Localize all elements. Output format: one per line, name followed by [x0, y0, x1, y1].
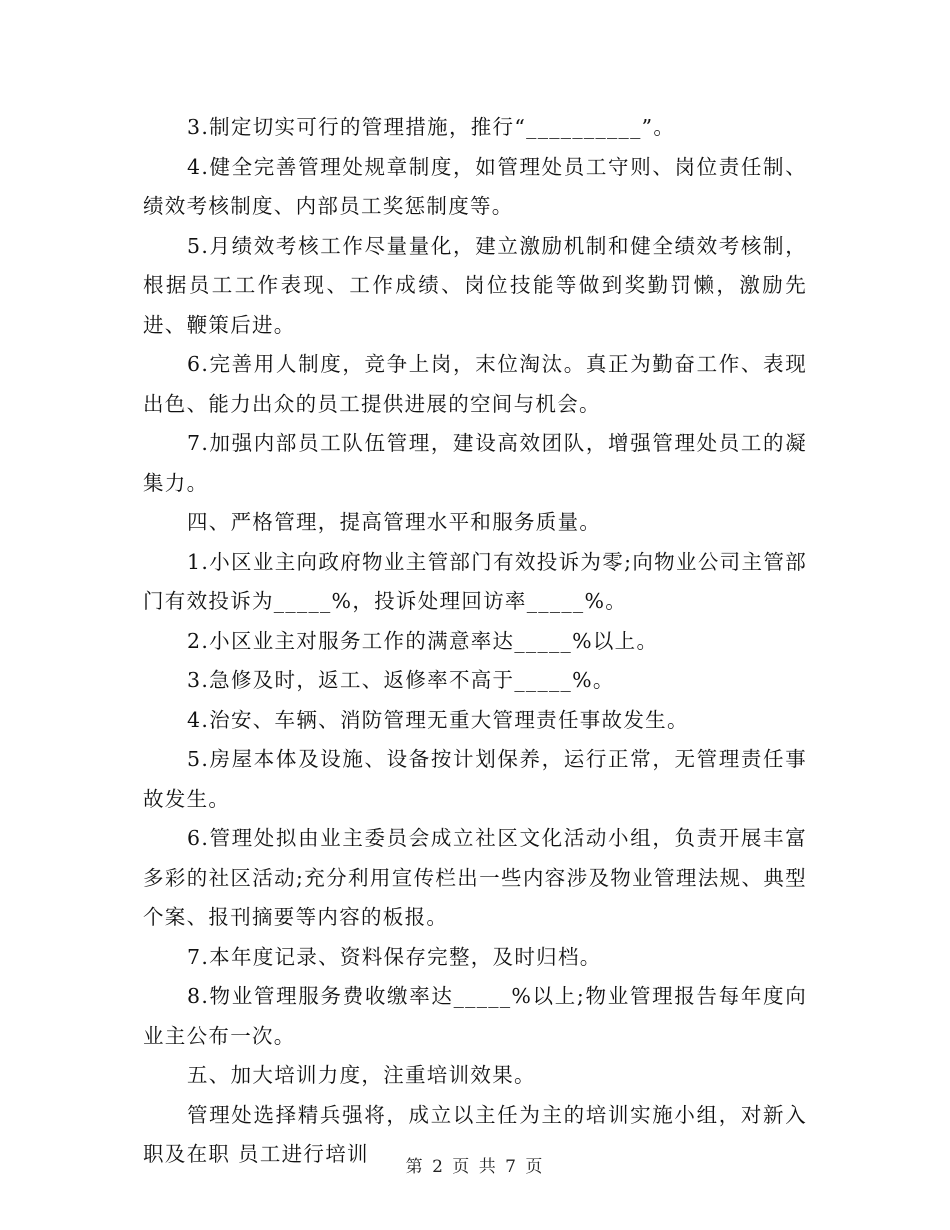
paragraph-8-fees: 8.物业管理服务费收缴率达_____%以上;物业管理报告每年度向业主公布一次。: [143, 984, 807, 1048]
paragraph-6-employment: 6.完善用人制度，竞争上岗，末位淘汰。真正为勤奋工作、表现出色、能力出众的员工提供进展的空间与机会。: [143, 352, 807, 416]
paragraph-6-community: 6.管理处拟由业主委员会成立社区文化活动小组，负责开展丰富多彩的社区活动;充分利用宣传栏出一些内容涉及物业管理法规、典型个案、报刊摘要等内容的板报。: [143, 826, 807, 929]
paragraph-3-measures: 3.制定切实可行的管理措施，推行“__________”。: [187, 115, 676, 139]
paragraph-5-performance: 5.月绩效考核工作尽量量化，建立激励机制和健全绩效考核制，根据员工工作表现、工作成绩、岗位技能等做到奖勤罚懒，激励先进、鞭策后进。: [143, 233, 807, 337]
section-heading-4: 四、严格管理，提高管理水平和服务质量。: [187, 510, 602, 534]
paragraph-4-regulations: 4.健全完善管理处规章制度，如管理处员工守则、岗位责任制、绩效考核制度、内部员工奖惩制度等。: [143, 154, 807, 218]
paragraph-7-records: 7.本年度记录、资料保存完整，及时归档。: [187, 944, 602, 969]
paragraph-1-complaints: 1.小区业主向政府物业主管部门有效投诉为零;向物业公司主管部门有效投诉为_____%，投诉处理回访率_____%。: [143, 549, 807, 613]
paragraph-5-maintenance: 5.房屋本体及设施、设备按计划保养，运行正常，无管理责任事故发生。: [143, 747, 807, 811]
section-heading-5: 五、加大培训力度，注重培训效果。: [187, 1063, 536, 1087]
page-number-footer: 第 2 页 共 7 页: [405, 1157, 545, 1177]
paragraph-2-satisfaction: 2.小区业主对服务工作的满意率达_____%以上。: [187, 628, 659, 653]
paragraph-7-team: 7.加强内部员工队伍管理，建设高效团队，增强管理处员工的凝集力。: [143, 431, 807, 495]
paragraph-training: 管理处选择精兵强将，成立以主任为主的培训实施小组，对新入职及在职 员工进行培训: [143, 1102, 807, 1166]
document-body: [143, 108, 807, 1175]
paragraph-4-safety: 4.治安、车辆、消防管理无重大管理责任事故发生。: [187, 707, 689, 732]
paragraph-3-repairs: 3.急修及时，返工、返修率不高于_____%。: [187, 668, 615, 692]
